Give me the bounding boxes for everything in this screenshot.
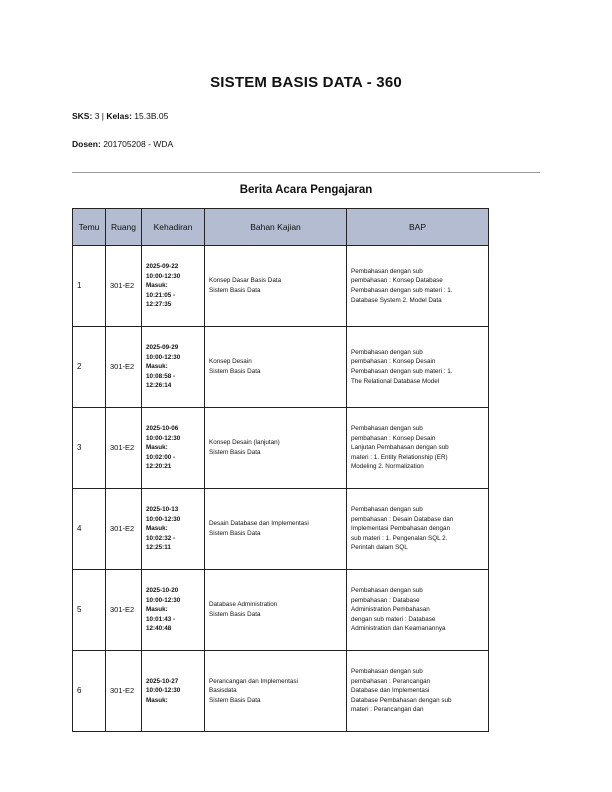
cell-kehadiran-line: 10:00-12:30 (146, 434, 181, 442)
cell-bap-line: Database System 2. Model Data (351, 296, 442, 304)
column-header-temu: Temu (73, 209, 106, 246)
cell-kehadiran-line: 2025-09-29 (146, 344, 179, 352)
cell-ruang: 301-E2 (106, 489, 142, 570)
cell-bap-line: pembahasan : Perancangan (351, 677, 431, 685)
cell-bap-line: Pembahasan dengan sub materi : 1. (351, 368, 453, 375)
cell-kehadiran (142, 570, 205, 651)
cell-kehadiran-line: 2025-10-06 (146, 425, 179, 433)
cell-bahan-kajian-line: Sistem Basis Data (209, 530, 261, 537)
cell-bap-line: Administration Pembahasan (351, 606, 430, 614)
cell-bahan-kajian-line: Konsep Dasar Basis Data (209, 277, 282, 285)
cell-bap (347, 327, 489, 408)
column-header-bap: BAP (347, 209, 489, 246)
cell-bap-line: Lanjutan Pembahasan dengan sub (351, 444, 449, 452)
cell-bahan-kajian (205, 246, 347, 327)
cell-kehadiran-line: 10:00-12:30 (146, 272, 181, 280)
section-title: Berita Acara Pengajaran (239, 184, 373, 196)
cell-ruang: 301-E2 (106, 651, 142, 732)
cell-bap-line: pembahasan : Konsep Desain (351, 434, 436, 442)
cell-bap-line: Perintah dalam SQL (351, 544, 408, 552)
cell-kehadiran-line: 10:08:58 - (146, 372, 176, 380)
cell-kehadiran-line: Masuk: (146, 606, 168, 614)
cell-kehadiran-line: Masuk: (146, 282, 168, 290)
cell-temu: 6 (73, 651, 106, 732)
page-title: SISTEM BASIS DATA - 360 (210, 74, 402, 91)
table-row (73, 489, 489, 570)
cell-kehadiran-line: 12:26:14 (146, 382, 172, 390)
cell-bahan-kajian (205, 489, 347, 570)
cell-kehadiran-line: 2025-10-27 (146, 677, 179, 685)
cell-bahan-kajian (205, 570, 347, 651)
cell-kehadiran-line: Masuk: (146, 363, 168, 371)
cell-temu: 5 (73, 570, 106, 651)
cell-bahan-kajian-line: Perancangan dan Implementasi (209, 677, 298, 685)
cell-bahan-kajian-line: Sistem Basis Data (209, 287, 261, 294)
cell-bap-line: dengan sub materi : Database (351, 615, 436, 623)
cell-bap-line: Administration dan Keamanannya (351, 625, 446, 633)
kelas-value: 15.3B.05 (134, 111, 169, 121)
cell-bahan-kajian-line: Sistem Basis Data (209, 611, 261, 618)
cell-kehadiran-line: 10:02:00 - (146, 453, 176, 461)
lecturer-info (72, 139, 173, 149)
cell-bahan-kajian-line: Konsep Desain (lanjutan) (209, 439, 280, 447)
cell-bap-line: Database Pembahasan dengan sub (351, 696, 452, 704)
table-row (73, 246, 489, 327)
cell-kehadiran-line: 12:25:11 (146, 544, 171, 552)
course-info (72, 111, 168, 121)
table-header-row (73, 209, 489, 246)
cell-bahan-kajian (205, 651, 347, 732)
divider (72, 172, 540, 173)
cell-bap (347, 489, 489, 570)
cell-bahan-kajian-line: Database Administration (209, 601, 278, 609)
cell-bap-line: sub materi : 1. Pengenalan SQL 2. (351, 534, 448, 542)
cell-bap (347, 651, 489, 732)
column-header-bahan-kajian: Bahan Kajian (205, 209, 347, 246)
cell-bahan-kajian-line: Desain Database dan Implementasi (209, 520, 309, 528)
table-row (73, 327, 489, 408)
cell-bap-line: Pembahasan dengan sub (351, 267, 423, 275)
cell-bap (347, 246, 489, 327)
cell-bap-line: materi : Perancangan dan (351, 706, 424, 714)
column-header-kehadiran: Kehadiran (142, 209, 205, 246)
cell-kehadiran-line: 2025-09-22 (146, 263, 179, 271)
cell-bap-line: pembahasan : Database (351, 596, 420, 604)
cell-kehadiran-line: 10:02:32 - (146, 534, 176, 542)
cell-bap-line: Pembahasan dengan sub (351, 506, 423, 514)
cell-temu: 4 (73, 489, 106, 570)
cell-kehadiran-line: 2025-10-13 (146, 506, 179, 514)
cell-bap-line: pembahasan : Konsep Database (351, 277, 443, 285)
cell-bap-line: Modeling 2. Normalization (351, 463, 424, 471)
cell-kehadiran-line: 2025-10-20 (146, 587, 179, 595)
cell-bap-line: Pembahasan dengan sub (351, 668, 423, 676)
cell-bap (347, 408, 489, 489)
cell-bap-line: materi : 1. Entity Relationship (ER) (351, 453, 448, 461)
cell-kehadiran (142, 651, 205, 732)
cell-ruang: 301-E2 (106, 570, 142, 651)
cell-bap-line: Pembahasan dengan sub (351, 425, 423, 433)
table-body (73, 246, 489, 732)
cell-bap-line: The Relational Database Model (351, 377, 440, 385)
table-row (73, 570, 489, 651)
kelas-label: Kelas: (106, 111, 132, 121)
cell-bap-line: Implementasi Pembahasan dengan (351, 525, 451, 533)
cell-bahan-kajian-line: Basisdata (209, 687, 237, 695)
cell-bahan-kajian-line: Sistem Basis Data (209, 449, 261, 456)
cell-kehadiran (142, 408, 205, 489)
cell-kehadiran (142, 246, 205, 327)
cell-kehadiran-line: 10:21:05 - (146, 291, 176, 299)
cell-kehadiran-line: 10:01:43 - (146, 615, 176, 623)
cell-bahan-kajian (205, 408, 347, 489)
cell-kehadiran-line: 10:00-12:30 (146, 353, 181, 361)
cell-kehadiran-line: 10:00-12:30 (146, 596, 181, 604)
teaching-log-table (72, 208, 489, 732)
cell-kehadiran-line: 12:27:35 (146, 301, 172, 309)
dosen-label: Dosen: (72, 139, 101, 149)
cell-kehadiran-line: Masuk: (146, 525, 168, 533)
cell-bap-line: Pembahasan dengan sub (351, 587, 423, 595)
cell-bahan-kajian-line: Konsep Desain (209, 358, 252, 366)
cell-bap-line: pembahasan : Desain Database dan (351, 515, 454, 523)
cell-bap-line: pembahasan : Konsep Desain (351, 358, 436, 366)
cell-temu: 3 (73, 408, 106, 489)
cell-temu: 2 (73, 327, 106, 408)
cell-kehadiran-line: 10:00-12:30 (146, 687, 181, 695)
cell-bap-line: Pembahasan dengan sub (351, 348, 423, 356)
cell-ruang: 301-E2 (106, 246, 142, 327)
cell-kehadiran-line: Masuk: (146, 696, 168, 704)
column-header-ruang: Ruang (106, 209, 142, 246)
sks-value: 3 (94, 111, 100, 121)
cell-bap-line: Pembahasan dengan sub materi : 1. (351, 287, 453, 294)
dosen-value: 201705208 - WDA (103, 139, 174, 149)
cell-ruang: 301-E2 (106, 327, 142, 408)
cell-kehadiran-line: 12:20:21 (146, 463, 172, 471)
sks-label: SKS: (72, 111, 93, 121)
cell-kehadiran (142, 327, 205, 408)
cell-bahan-kajian-line: Sistem Basis Data (209, 368, 261, 375)
separator: | (101, 111, 105, 121)
cell-kehadiran (142, 489, 205, 570)
table-row (73, 651, 489, 732)
cell-temu: 1 (73, 246, 106, 327)
cell-ruang: 301-E2 (106, 408, 142, 489)
cell-bahan-kajian-line: Sistem Basis Data (209, 696, 261, 704)
cell-kehadiran-line: 10:00-12:30 (146, 515, 181, 523)
cell-bap (347, 570, 489, 651)
cell-bahan-kajian (205, 327, 347, 408)
cell-bap-line: Database dan Implementasi (351, 687, 430, 695)
table-row (73, 408, 489, 489)
cell-kehadiran-line: Masuk: (146, 444, 168, 452)
cell-kehadiran-line: 12:40:48 (146, 625, 172, 633)
